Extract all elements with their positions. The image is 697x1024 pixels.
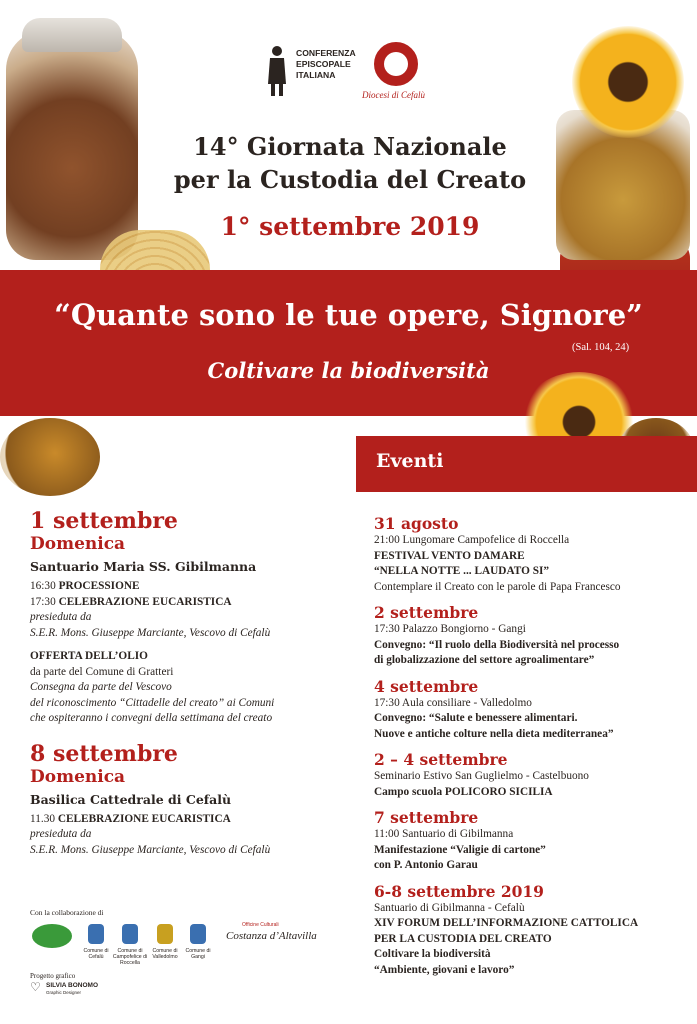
coat-of-arms-icon — [88, 924, 104, 944]
event-item — [374, 808, 692, 874]
psalm-reference: (Sal. 104, 24) — [572, 342, 630, 353]
main-date: 1° settembre 2019 — [220, 212, 480, 241]
costanza-logo-text: Costanza d’Altavilla — [226, 930, 317, 942]
costanza-subtitle: Officine Culturali — [242, 922, 279, 928]
honey-jar-image — [6, 30, 138, 260]
psalm-quote: “Quante sono le tue opere, Signore” — [54, 298, 643, 332]
event-line: Convegno: “Salute e benessere alimentari. — [374, 712, 578, 724]
designer-heart-icon: ♡ — [30, 980, 41, 994]
coat-of-arms-icon — [122, 924, 138, 944]
coat-of-arms-icon — [190, 924, 206, 944]
event-line: Manifestazione “Valigie di cartone” — [374, 843, 546, 856]
cei-logo-icon — [262, 44, 292, 98]
partner-label: Comune di Cefalù — [83, 948, 109, 960]
collab-label: Con la collaborazione di — [30, 908, 104, 917]
event-item — [374, 603, 692, 669]
day1-date: 1 settembre — [30, 508, 178, 534]
eventi-label: Eventi — [376, 450, 444, 472]
event-line: 17:30 Aula consiliare - Valledolmo — [374, 696, 532, 709]
event-line: Contemplare il Creato con le parole di Papa Francesco — [374, 580, 621, 593]
day1-weekday: Domenica — [30, 534, 126, 554]
day2-weekday: Domenica — [30, 766, 126, 787]
coat-of-arms-icon — [157, 924, 173, 944]
offerta-title: OFFERTA DELL’OLIO — [30, 650, 148, 662]
event-line: 11:00 Santuario di Gibilmanna — [374, 828, 514, 840]
diocese-name: Diocesi di Cefalù — [362, 90, 425, 100]
event-line: “Ambiente, giovani e lavoro” — [374, 963, 515, 976]
theme-subtitle: Coltivare la biodiversità — [207, 358, 490, 383]
partner-label: Comune di Valledolmo — [152, 948, 178, 960]
day1-celebrant: S.E.R. Mons. Giuseppe Marciante, Vescovo di Cefalù — [30, 626, 271, 639]
day2-date: 8 settembre — [30, 740, 178, 767]
partner-logo-icon — [32, 924, 72, 948]
event-line: XIV FORUM DELL’INFORMAZIONE CATTOLICA — [374, 917, 639, 929]
cei-name: CONFERENZA EPISCOPALE ITALIANA — [296, 48, 356, 80]
offerta-note: Consegna da parte del Vescovo — [30, 681, 172, 693]
offerta-note: che ospiteranno i convegni della settimana del creato — [30, 712, 273, 724]
sunflower-image — [572, 26, 684, 138]
day2-presieduta: presieduta da — [30, 828, 92, 840]
jar-lid — [22, 18, 122, 52]
event-line: Campo scuola POLICORO SICILIA — [374, 785, 553, 798]
event-item — [374, 677, 692, 743]
title-line-1: 14° Giornata Nazionale — [193, 132, 507, 161]
event-line: Nuove e antiche colture nella dieta mediterranea” — [374, 727, 614, 740]
day2-place: Basilica Cattedrale di Cefalù — [30, 791, 232, 807]
day2-line: 11.30 CELEBRAZIONE EUCARISTICA — [30, 812, 231, 825]
diocese-seal-icon — [374, 42, 418, 86]
designer-role: Graphic Designer — [46, 990, 82, 995]
designer-name: SILVIA BONOMO — [46, 982, 98, 989]
event-line: “NELLA NOTTE ... LAUDATO SI” — [374, 565, 550, 577]
event-date: 4 settembre — [374, 676, 479, 696]
event-line: Santuario di Gibilmanna - Cefalù — [374, 901, 525, 914]
event-line: di globalizzazione del settore agroalimentare” — [374, 654, 595, 666]
title-line-2: per la Custodia del Creato — [173, 165, 527, 194]
event-line: con P. Antonio Garau — [374, 859, 478, 871]
progetto-label: Progetto grafico — [30, 972, 76, 980]
event-date: 31 agosto — [374, 514, 459, 533]
day1-line: 16:30 PROCESSIONE — [30, 580, 140, 592]
event-line: Coltivare la biodiversità — [374, 948, 491, 960]
event-item — [374, 514, 692, 595]
event-line: FESTIVAL VENTO DAMARE — [374, 549, 525, 562]
event-date: 2 settembre — [374, 603, 479, 622]
partner-label: Comune di Gangi — [185, 948, 211, 960]
offerta-from: da parte del Comune di Gratteri — [30, 665, 174, 678]
event-line: Seminario Estivo San Guglielmo - Castelbuono — [374, 770, 589, 782]
event-line: 21:00 Lungomare Campofelice di Roccella — [374, 534, 570, 546]
event-item — [374, 750, 692, 800]
event-item — [374, 882, 692, 979]
offerta-note: del riconoscimento “Cittadelle del creato” ai Comuni — [30, 696, 275, 709]
day1-presieduta: presieduta da — [30, 611, 92, 623]
event-line: Convegno: “Il ruolo della Biodiversità nel processo — [374, 638, 620, 651]
pollen-scoop-image — [0, 418, 100, 496]
partner-label: Comune di Campofelice di Roccella — [112, 948, 148, 966]
day1-line: 17:30 CELEBRAZIONE EUCARISTICA — [30, 595, 232, 608]
event-date: 2 – 4 settembre — [374, 750, 508, 769]
day2-celebrant: S.E.R. Mons. Giuseppe Marciante, Vescovo di Cefalù — [30, 843, 271, 856]
event-date: 6-8 settembre 2019 — [374, 881, 544, 901]
events-list — [374, 514, 692, 986]
day1-place: Santuario Maria SS. Gibilmanna — [30, 559, 257, 574]
main-celebrations — [30, 508, 350, 858]
event-line: 17:30 Palazzo Bongiorno - Gangi — [374, 623, 526, 635]
event-line: PER LA CUSTODIA DEL CREATO — [374, 932, 552, 945]
event-date: 7 settembre — [374, 808, 479, 827]
